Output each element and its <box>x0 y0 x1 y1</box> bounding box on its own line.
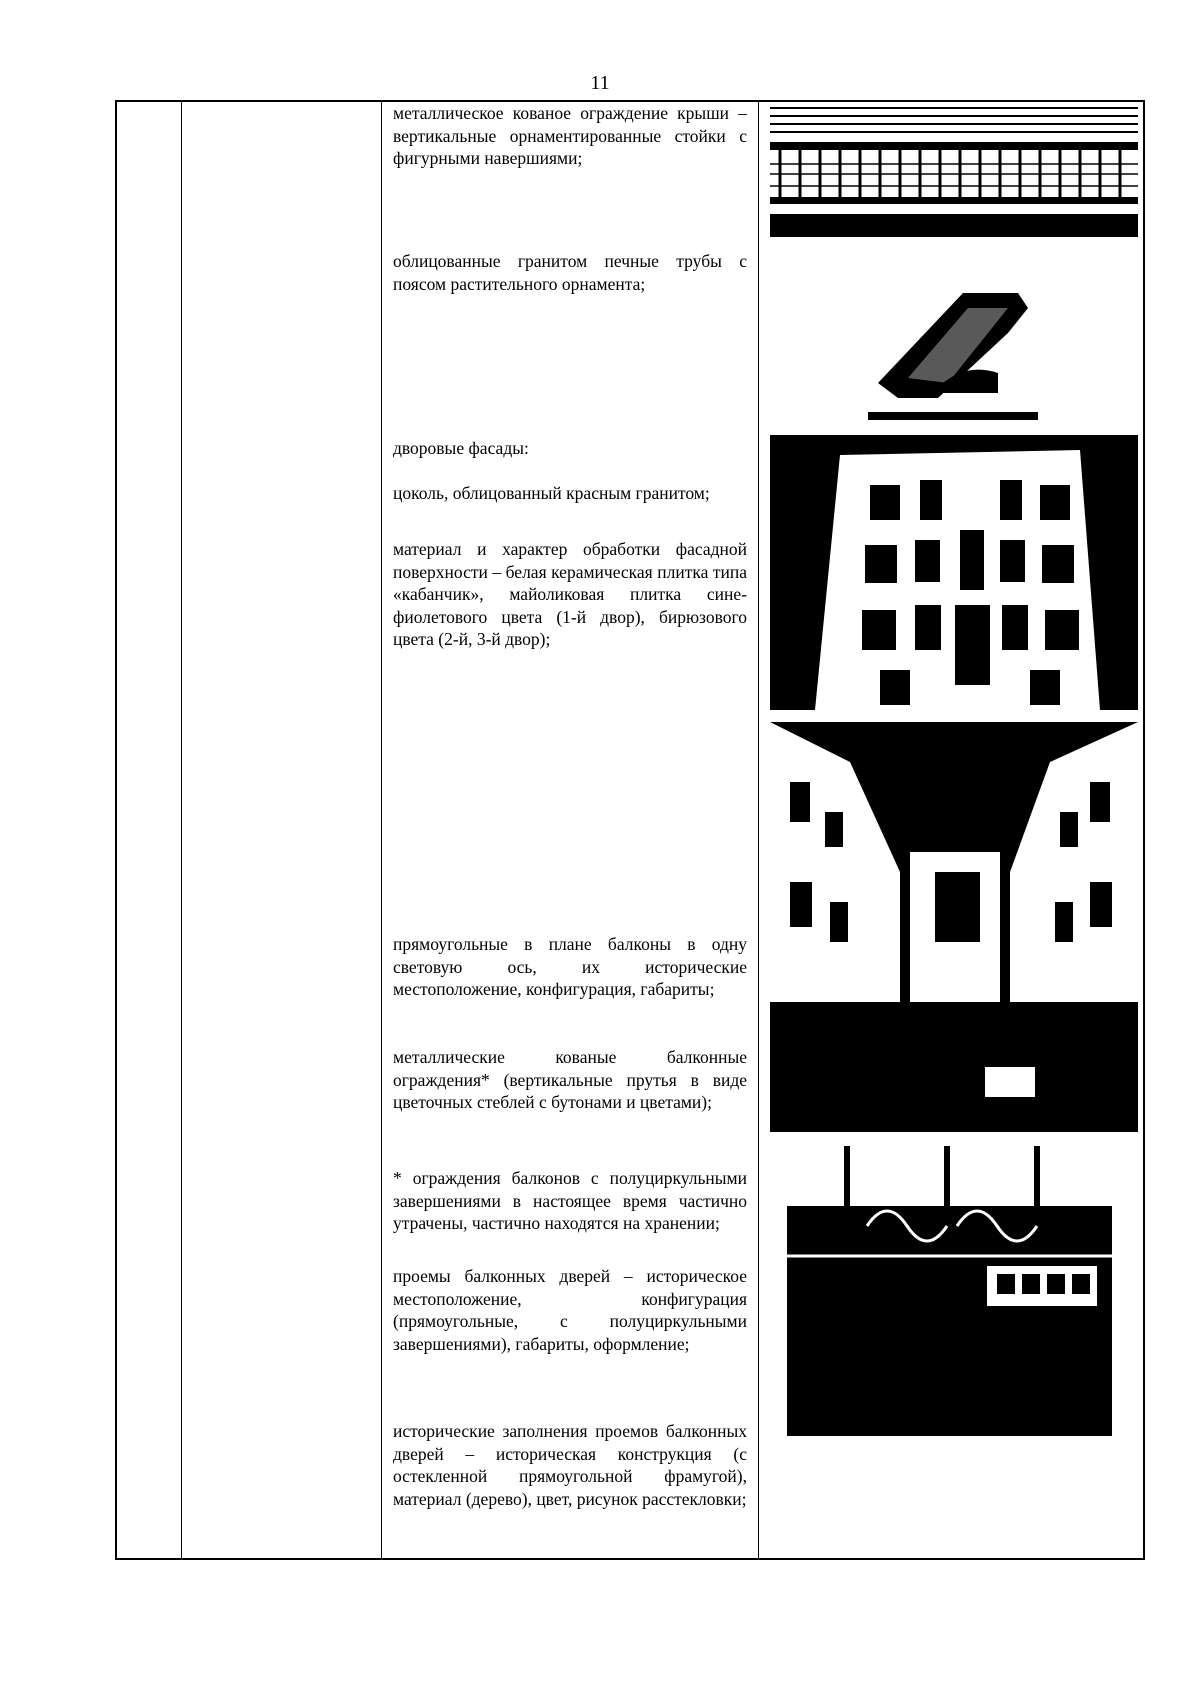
roof-fence-photo <box>770 102 1138 237</box>
paragraph-courtyard-facades: дворовые фасады: <box>393 438 529 458</box>
column-divider-2 <box>381 102 382 1558</box>
courtyard-street-photo <box>770 722 1138 1132</box>
page-number: 11 <box>590 72 610 94</box>
chimney-photo <box>868 288 1038 423</box>
courtyard-facade-photo <box>770 435 1138 710</box>
paragraph-chimneys: облицованные гранитом печные трубы с поясом растительного орнамента; <box>393 251 747 294</box>
paragraph-balcony-railings: металлические кованые балконные ограждения* (вертикальные прутья в виде цветочных стеблей с бутонами и цветами); <box>393 1047 747 1112</box>
balcony-railing-photo <box>787 1146 1112 1436</box>
paragraph-balcony-door-fillings: исторические заполнения проемов балконных дверей – историческая конструкция (с остекленной прямоугольной фрамугой), материал (дерево), цвет, рисунок расстекловки; <box>393 1421 747 1509</box>
paragraph-facade-material: материал и характер обработки фасадной поверхности – белая керамическая плитка типа «кабанчик», майоликовая плитка сине-фиолетового цвета (1-й двор), бирюзового цвета (2-й, 3-й двор); <box>393 539 747 649</box>
column-divider-1 <box>181 102 182 1558</box>
column-divider-3 <box>758 102 759 1558</box>
paragraph-balcony-door-openings: проемы балконных дверей – историческое местоположение, конфигурация (прямоугольные, с полуциркульными завершениями), габариты, оформление; <box>393 1266 747 1354</box>
paragraph-railings-note: * ограждения балконов с полуциркульными завершениями в настоящее время частично утрачены, частично находятся на хранении; <box>393 1168 747 1233</box>
paragraph-balconies: прямоугольные в плане балконы в одну световую ось, их исторические местоположение, конфигурация, габариты; <box>393 934 747 999</box>
paragraph-plinth: цоколь, облицованный красным гранитом; <box>393 483 710 503</box>
paragraph-roof-fence: металлическое кованое ограждение крыши – вертикальные орнаментированные стойки с фигурными навершиями; <box>393 103 747 168</box>
